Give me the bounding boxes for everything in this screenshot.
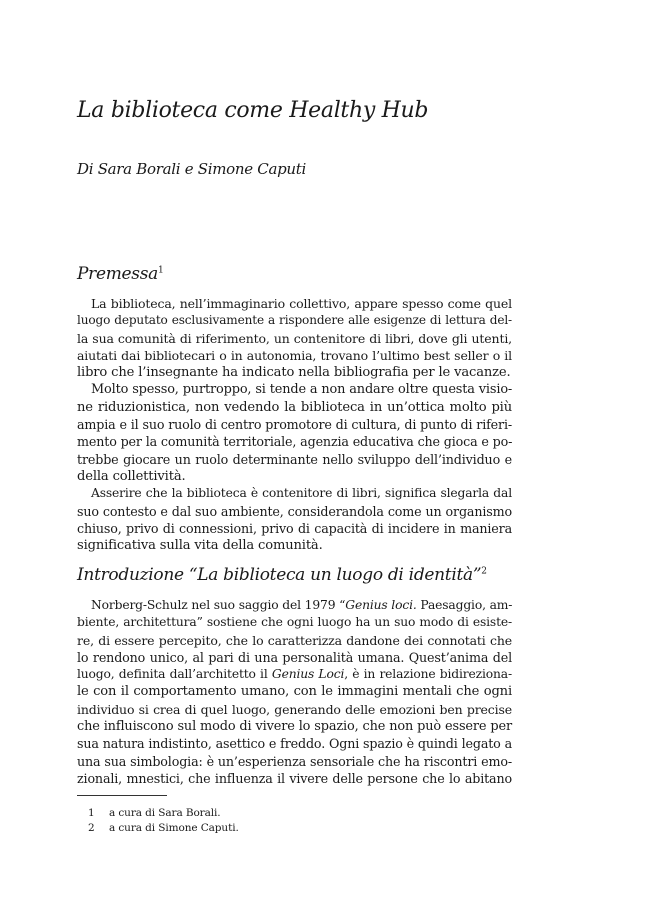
text-line: lo rendono unico, al pari di una personalità umana. Quest’anima del	[77, 649, 512, 665]
text-run: Norberg-Schulz nel suo saggio del 1979 “	[91, 598, 346, 612]
text-line: trebbe giocare un ruolo determinante nello sviluppo dell’individuo e	[77, 451, 512, 467]
text-line: suo contesto e dal suo ambiente, considerandola come un organismo	[77, 503, 512, 519]
text-line	[77, 597, 512, 614]
text-line: Molto spesso, purtroppo, si tende a non andare oltre questa visio-	[91, 382, 513, 398]
footnote-ref: 1	[158, 265, 164, 276]
section-body-premessa	[77, 295, 512, 554]
footnote-number: 2	[88, 822, 95, 834]
footnote-text: a cura di Sara Borali.	[109, 807, 221, 819]
section-heading-introduzione	[77, 565, 487, 585]
text-line: sua natura indistinto, asettico e freddo. Ogni spazio è quindi legato a	[77, 736, 512, 752]
page-title: La biblioteca come Healthy Hub	[77, 98, 429, 123]
text-line: Asserire che la biblioteca è contenitore di libri, significa slegarla dal	[91, 486, 512, 501]
text-line: re, di essere percepito, che lo caratterizza dandone dei connotati che	[77, 632, 512, 648]
text-line	[77, 666, 512, 683]
footnote	[88, 821, 239, 836]
section-heading-premessa	[77, 264, 163, 284]
footnote	[88, 806, 239, 821]
text-line: le con il comportamento umano, con le immagini mentali che ogni	[77, 684, 512, 700]
emphasis-text: Genius loci.	[345, 598, 417, 612]
text-line: la sua comunità di riferimento, un contenitore di libri, dove gli utenti,	[77, 330, 512, 346]
text-line: biente, architettura” sostiene che ogni luogo ha un suo modo di esiste-	[77, 615, 512, 630]
section-body-introduzione	[77, 597, 512, 787]
text-line: ampia e il suo ruolo di centro promotore di cultura, di punto di riferi-	[77, 417, 512, 433]
text-line: libro che l’insegnante ha indicato nella bibliografia per le vacanze.	[77, 365, 511, 381]
text-run: luogo, definita dall’architetto il	[77, 667, 272, 682]
section-heading-text: Premessa	[77, 264, 158, 284]
text-line: aiutati dai bibliotecari o in autonomia, trovano l’ultimo best seller o il	[77, 347, 512, 363]
footnotes	[88, 806, 239, 836]
section-heading-text: Introduzione “La biblioteca un luogo di identità”	[77, 565, 482, 585]
footnote-ref: 2	[481, 566, 487, 577]
text-line: che influiscono sul modo di vivere lo spazio, che non può essere per	[77, 719, 512, 735]
text-run: Paesaggio, am-	[416, 598, 513, 612]
text-run: , è in relazione bidireziona-	[344, 667, 512, 682]
authors-line: Di Sara Borali e Simone Caputi	[77, 160, 307, 178]
footnote-divider	[77, 795, 167, 796]
emphasis-text: Genius Loci	[271, 667, 345, 682]
text-line: significativa sulla vita della comunità.	[77, 538, 323, 554]
footnote-text: a cura di Simone Caputi.	[109, 822, 239, 834]
text-line: La biblioteca, nell’immaginario collettivo, appare spesso come quel	[91, 296, 512, 311]
text-line: ne riduzionistica, non vedendo la biblioteca in un’ottica molto più	[77, 399, 512, 415]
text-line: mento per la comunità territoriale, agenzia educativa che gioca e po-	[77, 434, 513, 450]
text-line: individuo si crea di quel luogo, generando delle emozioni ben precise	[77, 701, 512, 717]
text-line: della collettività.	[77, 468, 186, 484]
text-line: una sua simbologia: è un’esperienza sensoriale che ha riscontri emo-	[77, 753, 512, 769]
text-line: chiuso, privo di connessioni, privo di capacità di incidere in maniera	[77, 520, 512, 536]
text-line: zionali, mnestici, che influenza il vivere delle persone che lo abitano	[77, 770, 512, 786]
footnote-number: 1	[88, 807, 95, 819]
text-line: luogo deputato esclusivamente a rispondere alle esigenze di lettura del-	[77, 313, 512, 328]
